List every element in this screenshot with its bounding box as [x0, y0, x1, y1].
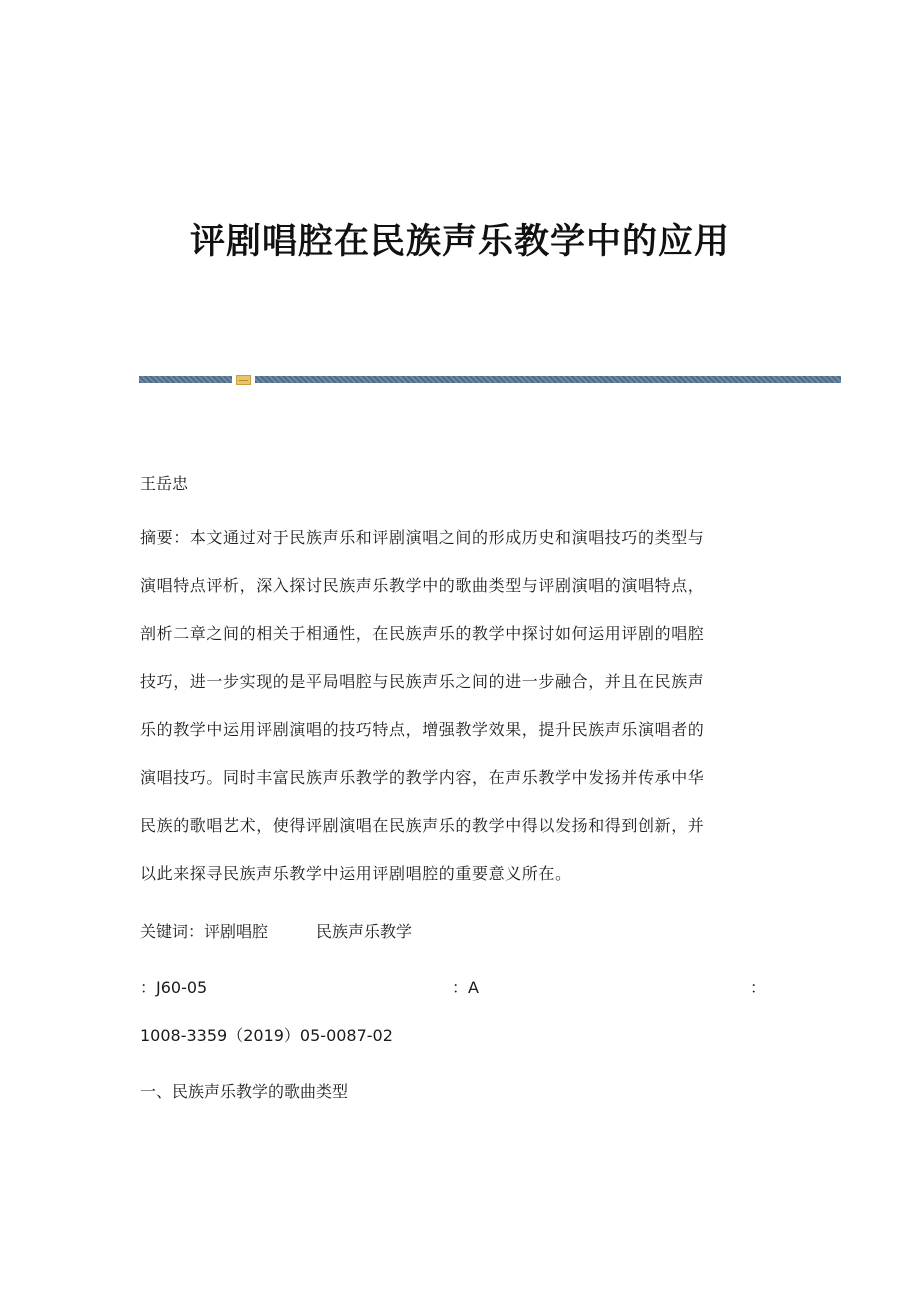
abstract-line: 演唱特点评析，深入探讨民族声乐教学中的歌曲类型与评剧演唱的演唱特点， — [140, 576, 705, 595]
abstract-line: 民族的歌唱艺术，使得评剧演唱在民族声乐的教学中得以发扬和得到创新，并 — [140, 816, 705, 835]
keyword-item: 民族声乐教学 — [316, 922, 413, 941]
abstract-line: 乐的教学中运用评剧演唱的技巧特点，增强教学效果，提升民族声乐演唱者的 — [140, 720, 705, 739]
abstract-line: 以此来探寻民族声乐教学中运用评剧唱腔的重要意义所在。 — [140, 864, 572, 883]
keywords-label: 关键词： — [140, 922, 205, 941]
abstract-line: 技巧，进一步实现的是平局唱腔与民族声乐之间的进一步融合，并且在民族声 — [140, 672, 705, 691]
issn-line: 1008-3359（2019）05-0087-02 — [140, 1026, 393, 1045]
title-divider — [139, 375, 841, 385]
abstract-line: 剖析二章之间的相关于相通性，在民族声乐的教学中探讨如何运用评剧的唱腔 — [140, 624, 705, 643]
classification-line — [140, 976, 770, 1000]
divider-ornament-icon — [236, 375, 251, 385]
keyword-item: 评剧唱腔 — [204, 922, 269, 941]
author-name: 王岳忠 — [140, 474, 189, 493]
abstract-line: 摘要：本文通过对于民族声乐和评剧演唱之间的形成历史和演唱技巧的类型与 — [140, 528, 705, 547]
abstract — [140, 526, 780, 910]
article-id: ： — [750, 978, 767, 997]
paper-title: 评剧唱腔在民族声乐教学中的应用 — [189, 222, 730, 262]
document-code: ：A — [452, 978, 479, 997]
section-heading: 一、民族声乐教学的歌曲类型 — [140, 1082, 349, 1101]
clc-number: ：J60-05 — [140, 978, 208, 997]
keywords — [140, 920, 412, 944]
divider-bar-right — [255, 376, 841, 383]
abstract-line: 演唱技巧。同时丰富民族声乐教学的教学内容，在声乐教学中发扬并传承中华 — [140, 768, 705, 787]
divider-bar-left — [139, 376, 232, 383]
